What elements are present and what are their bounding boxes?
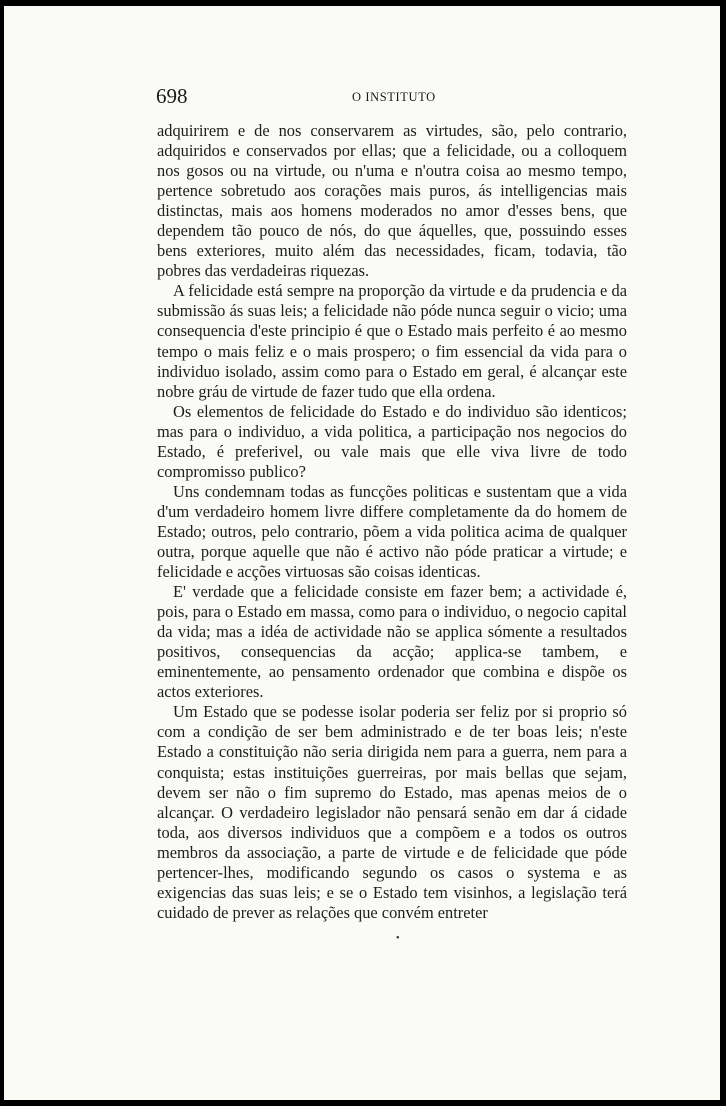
body-text [157,121,627,923]
page-number: 698 [156,84,188,108]
signature-mark: • [396,933,400,944]
paragraph-5: E' verdade que a felicidade consiste em fazer bem; a actividade é, pois, para o Estado em massa, como para o individuo, o negocio capital da vida; mas a idéa de actividade não se applica sómente a resultados positivos, consequencias da acção; applica-se tambem, e eminentemente, ao pensamento ordenador que combina e dispõe os actos exteriores. [157,582,627,702]
paragraph-2: A felicidade está sempre na proporção da virtude e da prudencia e da submissão ás suas leis; a felicidade não póde nunca seguir o vicio; uma consequencia d'este principio é que o Estado mais perfeito é ao mesmo tempo o mais feliz e o mais prospero; o fim essencial da vida para o individuo isolado, assim como para o Estado em geral, é alcançar este nobre gráu de virtude de fazer tudo que ella ordena. [157,281,627,401]
paragraph-6: Um Estado que se podesse isolar poderia ser feliz por si proprio só com a condição de ser bem administrado e de ter boas leis; n'este Estado a constituição não seria dirigida nem para a guerra, nem para a conquista; estas instituições guerreiras, por mais bellas que sejam, devem ser não o fim supremo do Estado, mas apenas meios de o alcançar. O verdadeiro legislador não pensará senão em dar á cidade toda, aos diversos individuos que a compõem e a todos os outros membros da associação, a parte de virtude e de felicidade que póde pertencer-lhes, modificando segundo os casos o systema e as exigencias das suas leis; e se o Estado tem visinhos, a legislação terá cuidado de prever as relações que convém entreter [157,702,627,922]
paragraph-4: Uns condemnam todas as funcções politicas e sustentam que a vida d'um verdadeiro homem livre differe completamente da do homem de Estado; outros, pelo contrario, põem a vida politica acima de qualquer outra, porque aquelle que não é activo não póde praticar a virtude; e felicidade e acções virtuosas são coisas identicas. [157,481,627,582]
paragraph-1: adquirirem e de nos conservarem as virtudes, são, pelo contrario, adquiridos e conservados por ellas; que a felicidade, ou a colloquem nos gosos ou na virtude, ou n'uma e n'outra coisa ao mesmo tempo, pertence sobretudo aos corações mais puros, ás intelligencias mais distinctas, mais aos homens moderados no amor d'esses bens, que dependem tão pouco de nós, do que áquelles, que, possuindo esses bens exteriores, muito além das necessidades, ficam, todavia, tão pobres das verdadeiras riquezas. [157,121,627,281]
paragraph-3: Os elementos de felicidade do Estado e do individuo são identicos; mas para o individuo, a vida politica, a participação nos negocios do Estado, é preferivel, ou vale mais que elle viva livre de todo compromisso publico? [157,401,627,481]
running-title: O INSTITUTO [352,90,436,104]
page-header [156,84,630,114]
